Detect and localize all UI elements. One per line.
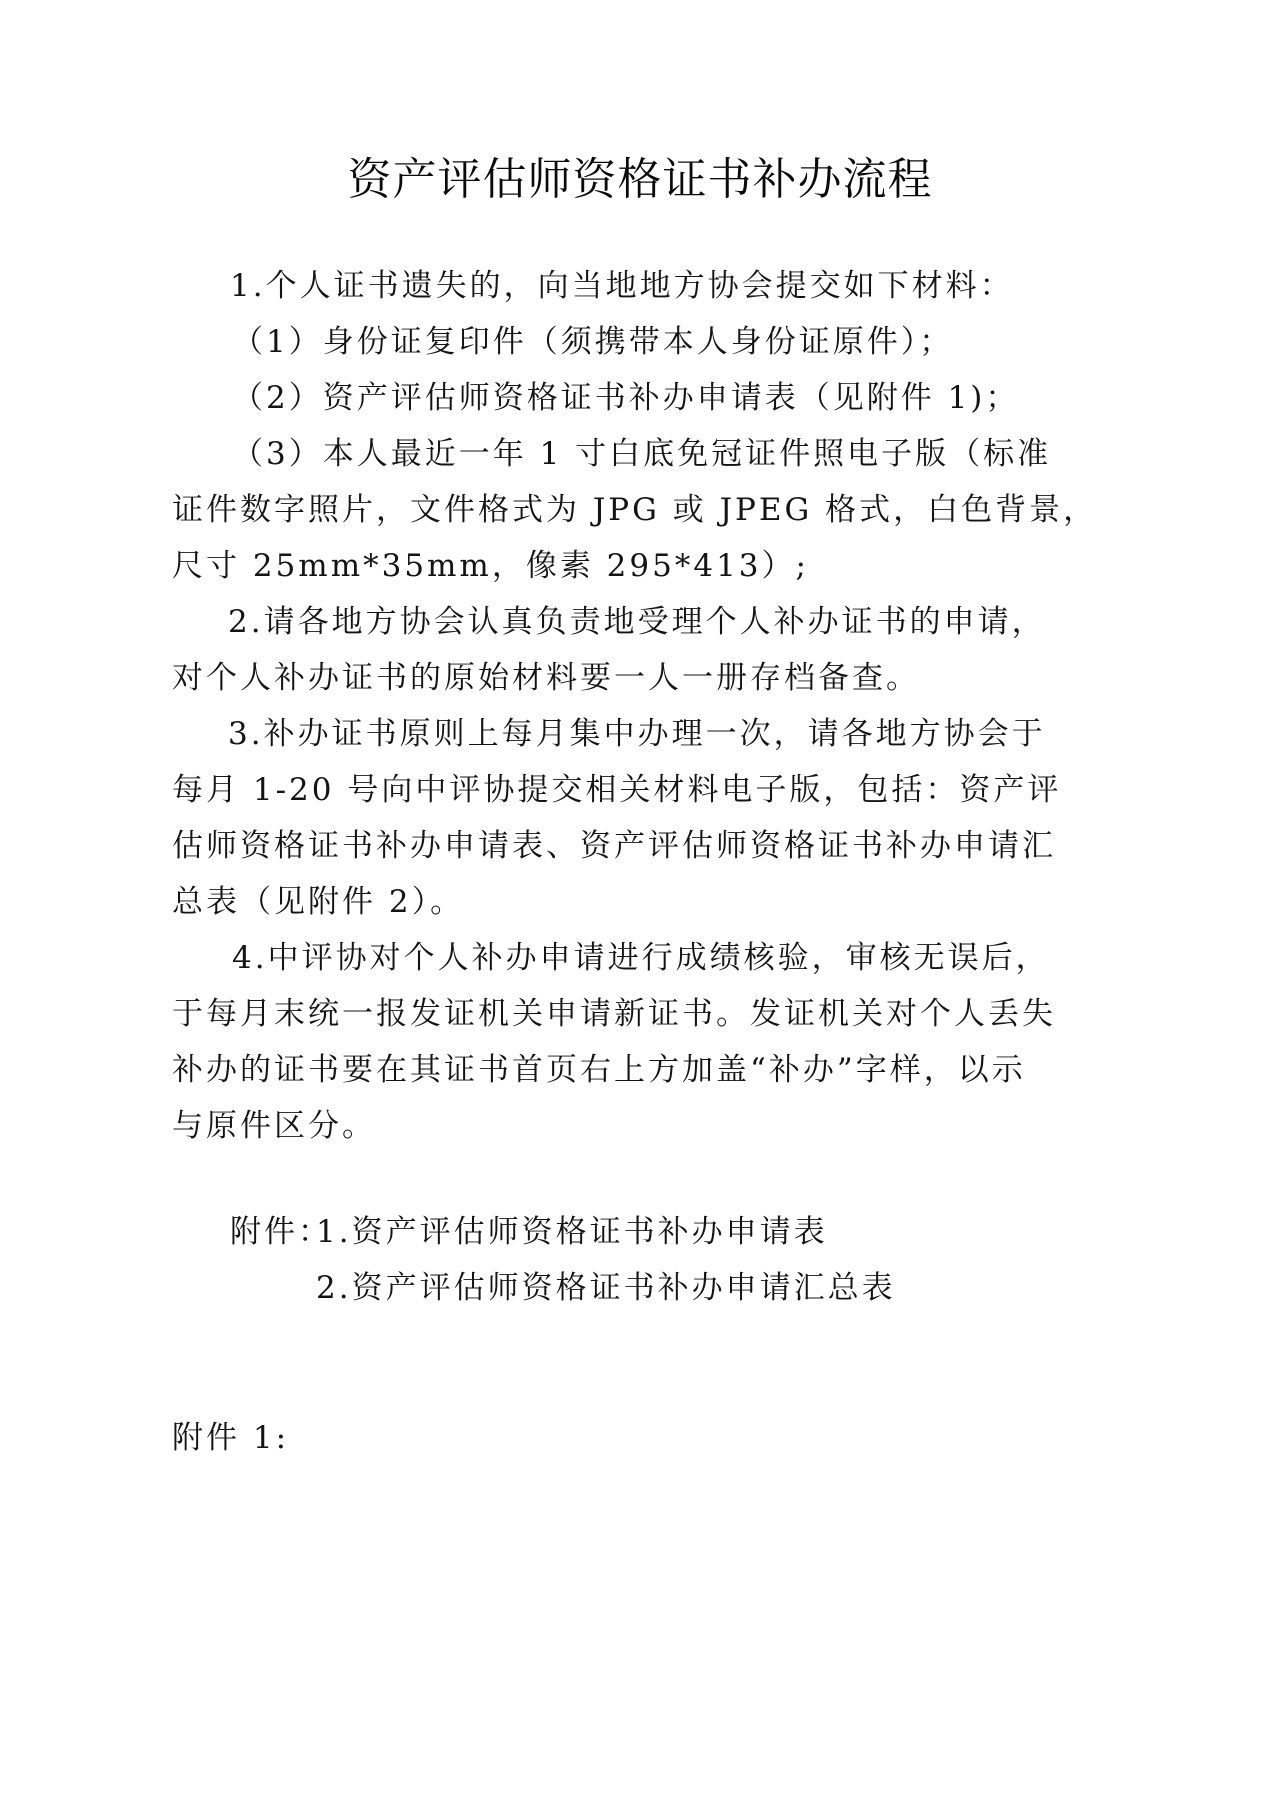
- step-2-line-2: 对个人补办证书的原始材料要一人一册存档备查。: [172, 660, 920, 696]
- step-4-line-1: 4.中评协对个人补办申请进行成绩核验，审核无误后，: [232, 940, 1050, 976]
- step-2-line-1: 2.请各地方协会认真负责地受理个人补办证书的申请，: [228, 604, 1046, 640]
- attachment-item-2: 2.资产评估师资格证书补办申请汇总表: [316, 1270, 896, 1306]
- step-1-item-3-line-3: 尺寸 25mm*35mm，像素 295*413）;: [172, 548, 809, 584]
- step-4-line-2: 于每月末统一报发证机关申请新证书。发证机关对个人丢失: [172, 996, 1056, 1032]
- attachment-item-1: 1.资产评估师资格证书补办申请表: [316, 1214, 828, 1250]
- step-4-line-4: 与原件区分。: [172, 1108, 376, 1144]
- attachment-1-heading: 附件 1:: [172, 1420, 290, 1456]
- step-3-line-3: 估师资格证书补办申请表、资产评估师资格证书补办申请汇: [172, 828, 1056, 864]
- step-1-item-3-line-2: 证件数字照片，文件格式为 JPG 或 JPEG 格式，白色背景，: [172, 492, 1098, 528]
- step-1-item-3-line-1: （3）本人最近一年 1 寸白底免冠证件照电子版（标准: [232, 436, 1052, 472]
- attachments-label: 附件：: [230, 1214, 332, 1250]
- step-1-item-1-text: （1）身份证复印件（须携带本人身份证原件）；: [232, 324, 954, 360]
- step-1-text: 1.个人证书遗失的，向当地地方协会提交如下材料：: [230, 268, 1014, 304]
- step-1-item-2-text: （2）资产评估师资格证书补办申请表（见附件 1)；: [232, 380, 1020, 416]
- document-title: 资产评估师资格证书补办流程: [347, 154, 933, 205]
- step-3-line-1: 3.补办证书原则上每月集中办理一次，请各地方协会于: [228, 716, 1046, 752]
- step-3-line-2: 每月 1-20 号向中评协提交相关材料电子版，包括：资产评: [172, 772, 1062, 808]
- step-4-line-3: 补办的证书要在其证书首页右上方加盖“补办”字样，以示: [172, 1052, 1026, 1088]
- step-3-line-4: 总表（见附件 2）。: [172, 884, 465, 920]
